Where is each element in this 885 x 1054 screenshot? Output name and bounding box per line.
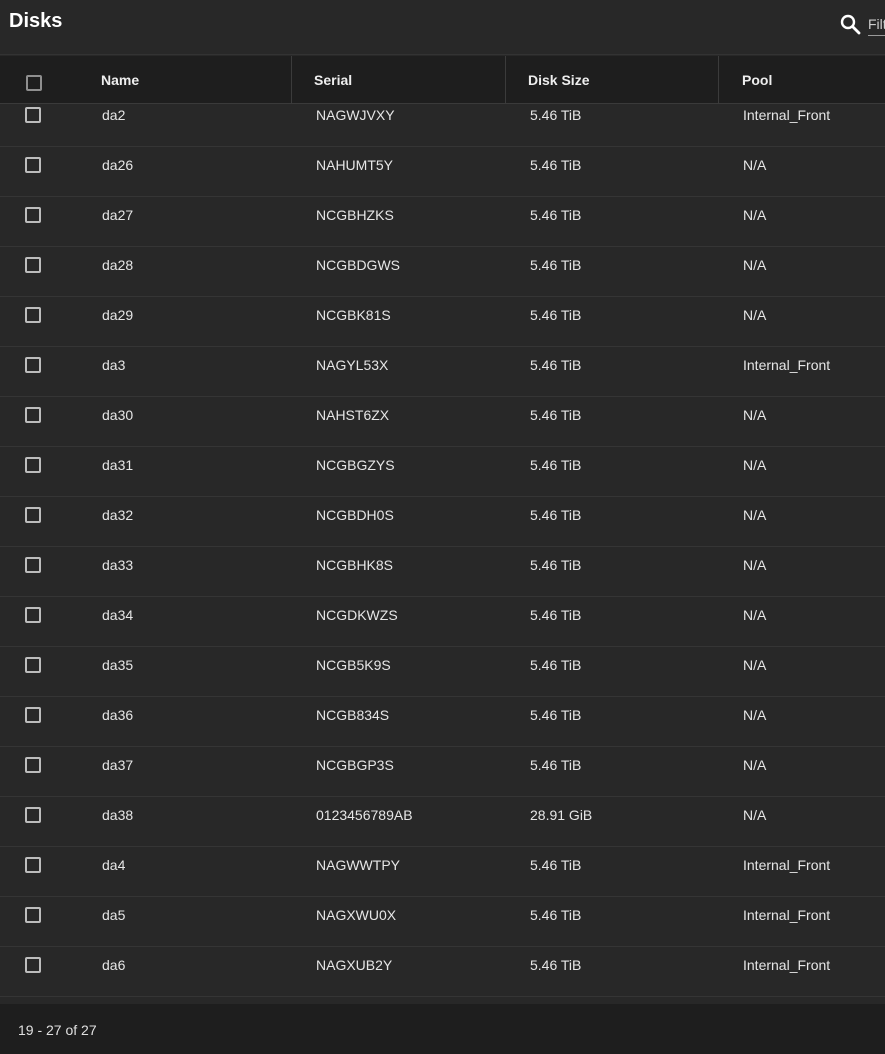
table-row[interactable] — [0, 697, 885, 747]
table-row[interactable] — [0, 147, 885, 197]
table-row[interactable] — [0, 297, 885, 347]
table-row[interactable] — [0, 547, 885, 597]
disk-size-cell: 5.46 TiB — [530, 907, 582, 923]
disk-name-cell: da31 — [102, 457, 134, 473]
disk-size-cell: 5.46 TiB — [530, 507, 582, 523]
disk-size-cell: 5.46 TiB — [530, 207, 582, 223]
table-row[interactable] — [0, 597, 885, 647]
disk-pool-cell: N/A — [743, 557, 767, 573]
disk-size-cell: 5.46 TiB — [530, 707, 582, 723]
disk-pool-cell: N/A — [743, 407, 767, 423]
row-checkbox[interactable] — [25, 307, 41, 323]
disk-serial-cell: NCGDKWZS — [316, 607, 398, 623]
disk-pool-cell: N/A — [743, 707, 767, 723]
disk-serial-cell: NAGXWU0X — [316, 907, 397, 923]
row-checkbox[interactable] — [25, 957, 41, 973]
disk-pool-cell: N/A — [743, 507, 767, 523]
row-checkbox[interactable] — [25, 157, 41, 173]
disk-serial-cell: NAGWWTPY — [316, 857, 400, 873]
table-row[interactable] — [0, 747, 885, 797]
disk-serial-cell: NCGB5K9S — [316, 657, 391, 673]
disk-name-cell: da4 — [102, 857, 126, 873]
disk-pool-cell: N/A — [743, 257, 767, 273]
disk-pool-cell: N/A — [743, 607, 767, 623]
table-row[interactable] — [0, 447, 885, 497]
disk-pool-cell: N/A — [743, 207, 767, 223]
disk-serial-cell: NAGWJVXY — [316, 107, 395, 123]
disk-size-cell: 5.46 TiB — [530, 457, 582, 473]
disk-name-cell: da34 — [102, 607, 134, 623]
row-checkbox[interactable] — [25, 557, 41, 573]
disk-size-cell: 5.46 TiB — [530, 257, 582, 273]
disk-name-cell: da37 — [102, 757, 134, 773]
disk-size-cell: 28.91 GiB — [530, 807, 593, 823]
disk-serial-cell: NCGBK81S — [316, 307, 391, 323]
column-divider — [505, 56, 506, 104]
column-divider — [291, 56, 292, 104]
disk-pool-cell: N/A — [743, 157, 767, 173]
disk-name-cell: da2 — [102, 107, 126, 123]
disk-name-cell: da35 — [102, 657, 134, 673]
disk-size-cell: 5.46 TiB — [530, 657, 582, 673]
disk-serial-cell: NCGBHK8S — [316, 557, 394, 573]
row-checkbox[interactable] — [25, 707, 41, 723]
disk-name-cell: da32 — [102, 507, 134, 523]
table-row[interactable] — [0, 897, 885, 947]
disk-name-cell: da38 — [102, 807, 134, 823]
disk-size-cell: 5.46 TiB — [530, 607, 582, 623]
disk-pool-cell: N/A — [743, 457, 767, 473]
disk-name-cell: da33 — [102, 557, 134, 573]
table-row[interactable] — [0, 197, 885, 247]
disk-size-cell: 5.46 TiB — [530, 157, 582, 173]
disk-serial-cell: 0123456789AB — [316, 807, 413, 823]
page-header — [0, 0, 885, 55]
row-checkbox[interactable] — [25, 257, 41, 273]
table-row[interactable] — [0, 797, 885, 847]
column-header-name[interactable]: Name — [101, 72, 140, 88]
disk-size-cell: 5.46 TiB — [530, 357, 582, 373]
table-footer — [0, 1004, 885, 1054]
row-checkbox[interactable] — [25, 457, 41, 473]
disk-serial-cell: NCGB834S — [316, 707, 390, 723]
disk-pool-cell: Internal_Front — [743, 957, 831, 973]
disk-name-cell: da5 — [102, 907, 126, 923]
disk-name-cell: da27 — [102, 207, 134, 223]
row-checkbox[interactable] — [25, 657, 41, 673]
table-row[interactable] — [0, 497, 885, 547]
disk-serial-cell: NCGBDH0S — [316, 507, 394, 523]
disk-name-cell: da30 — [102, 407, 134, 423]
disk-size-cell: 5.46 TiB — [530, 957, 582, 973]
table-row[interactable] — [0, 397, 885, 447]
disk-serial-cell: NAHST6ZX — [316, 407, 390, 423]
disk-size-cell: 5.46 TiB — [530, 107, 582, 123]
disk-serial-cell: NCGBDGWS — [316, 257, 400, 273]
disk-name-cell: da26 — [102, 157, 134, 173]
disk-pool-cell: Internal_Front — [743, 907, 831, 923]
select-all-checkbox[interactable] — [26, 75, 42, 91]
disk-size-cell: 5.46 TiB — [530, 757, 582, 773]
filter-input[interactable] — [868, 12, 885, 36]
disk-pool-cell: N/A — [743, 657, 767, 673]
disk-size-cell: 5.46 TiB — [530, 557, 582, 573]
disk-name-cell: da36 — [102, 707, 134, 723]
row-checkbox[interactable] — [25, 757, 41, 773]
disk-name-cell: da29 — [102, 307, 134, 323]
row-checkbox[interactable] — [25, 407, 41, 423]
disk-serial-cell: NAHUMT5Y — [316, 157, 394, 173]
disk-serial-cell: NCGBHZKS — [316, 207, 394, 223]
column-divider — [718, 56, 719, 104]
disk-pool-cell: N/A — [743, 807, 767, 823]
row-checkbox[interactable] — [25, 507, 41, 523]
row-checkbox[interactable] — [25, 857, 41, 873]
row-checkbox[interactable] — [25, 607, 41, 623]
disk-pool-cell: Internal_Front — [743, 107, 831, 123]
disk-serial-cell: NAGYL53X — [316, 357, 389, 373]
page-title: Disks — [9, 10, 63, 32]
disk-pool-cell: Internal_Front — [743, 357, 831, 373]
disks-table-body — [0, 104, 885, 1004]
column-header-pool[interactable]: Pool — [742, 72, 773, 88]
disk-size-cell: 5.46 TiB — [530, 407, 582, 423]
disk-size-cell: 5.46 TiB — [530, 307, 582, 323]
row-checkbox[interactable] — [25, 357, 41, 373]
row-checkbox[interactable] — [25, 907, 41, 923]
table-header — [0, 56, 885, 104]
table-row[interactable] — [0, 347, 885, 397]
disk-pool-cell: Internal_Front — [743, 857, 831, 873]
disk-serial-cell: NAGXUB2Y — [316, 957, 393, 973]
row-checkbox[interactable] — [25, 107, 41, 123]
table-row[interactable] — [0, 647, 885, 697]
table-row[interactable] — [0, 104, 885, 147]
column-header-disk-size[interactable]: Disk Size — [528, 72, 590, 88]
pagination-range: 19 - 27 of 27 — [18, 1022, 97, 1038]
disk-pool-cell: N/A — [743, 757, 767, 773]
disk-name-cell: da6 — [102, 957, 126, 973]
disk-serial-cell: NCGBGP3S — [316, 757, 394, 773]
table-row[interactable] — [0, 247, 885, 297]
column-header-serial[interactable]: Serial — [314, 72, 353, 88]
search-icon[interactable] — [838, 12, 862, 36]
row-checkbox[interactable] — [25, 807, 41, 823]
disk-serial-cell: NCGBGZYS — [316, 457, 395, 473]
disk-pool-cell: N/A — [743, 307, 767, 323]
disk-name-cell: da28 — [102, 257, 134, 273]
disk-size-cell: 5.46 TiB — [530, 857, 582, 873]
table-row[interactable] — [0, 947, 885, 997]
row-checkbox[interactable] — [25, 207, 41, 223]
disk-name-cell: da3 — [102, 357, 126, 373]
table-row[interactable] — [0, 847, 885, 897]
